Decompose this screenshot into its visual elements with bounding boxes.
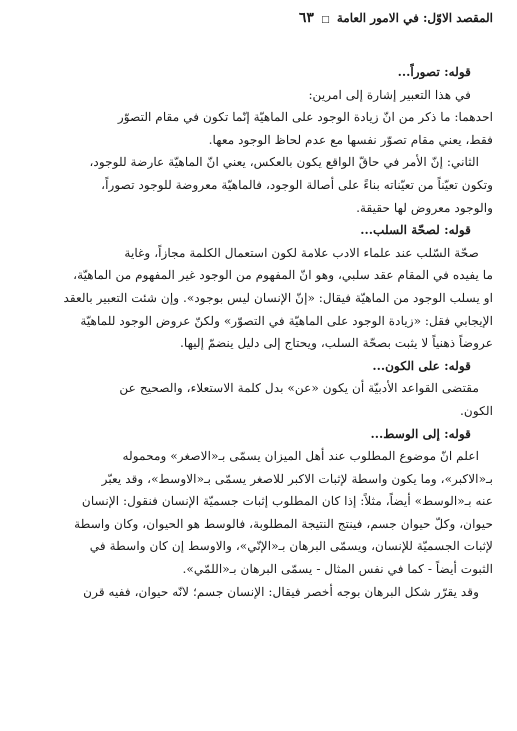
text-line: وقد يقرّر شكل البرهان بوجه أخصر فيقال: الإنسان جسم؛ لانّه حيوان، ففيه قرن	[83, 584, 479, 599]
text-line: مقتضى القواعد الأدبيّة أن يكون «عن» بدل كلمة الاستعلاء، والصحيح عن	[119, 381, 479, 396]
text-line: الإيجابي فقل: «زيادة الوجود على الماهيّة في التصوّر» ولكنّ عروض الوجود للماهيّة	[80, 313, 493, 328]
text-line: عروضاً ذهنياً لا يثبت بصحّة السلب، ويحتاج إلى دليل ينضمّ إليها.	[180, 336, 493, 351]
text-line: فقط، يعني مقام تصوّر نفسها مع عدم لحاظ الوجود معها.	[208, 132, 493, 147]
text-line: صحّة السّلب عند علماء الادب علامة لكون استعمال الكلمة مجازاً، وغاية	[124, 245, 479, 260]
section-heading-line: قوله: إلى الوسط...	[370, 426, 471, 441]
header-separator-marker: □	[321, 15, 330, 25]
running-header	[23, 10, 493, 30]
body-text	[20, 61, 493, 603]
text-line: بـ«الاكبر»، وما يكون واسطة لإثبات الاكبر للاصغر يسمّى بـ«الاوسط»، وقد يعبّر	[101, 471, 493, 486]
text-line: في هذا التعبير إشارة إلى امرين:	[308, 87, 471, 102]
text-line: والوجود معروض لها حقيقة.	[356, 200, 493, 215]
text-line: الثبوت أيضاً - كما في نفس المثال - يسمّى البرهان بـ«اللمّي».	[182, 562, 493, 577]
text-line: او يسلب الوجود من الماهيّة فيقال: «إنّ الإنسان ليس بوجود». وإن شئت التعبير بالعقد	[63, 290, 493, 305]
chapter-title: المقصد الاوّل: في الامور العامة	[336, 11, 493, 25]
text-line: الكون.	[460, 403, 493, 418]
section-heading-line: قوله: تصوراً...	[397, 65, 471, 79]
text-line: الثاني: إنّ الأمر في حاقّ الواقع يكون بالعكس، يعني انّ الماهيّة عارضة للوجود،	[89, 155, 479, 170]
section-heading-line: قوله: على الكون...	[372, 358, 471, 373]
text-line: ما يفيده في المقام عقد سلبي، وهو انّ المفهوم من الوجود غير المفهوم من الماهيّة،	[73, 268, 493, 283]
text-line: حيوان، وكلّ حيوان جسم، فينتج النتيجة المطلوبة، فالوسط هو الحيوان، وكان واسطة	[74, 516, 493, 531]
text-line: احدهما: ما ذكر من انّ زيادة الوجود على الماهيّة إنّما تكون في مقام التصوّر	[117, 110, 493, 125]
text-line: لإثبات الجسميّة للإنسان، ويسمّى البرهان بـ«الإنّي»، والاوسط إن كان واسطة في	[89, 539, 493, 554]
page-number: ٦٣	[298, 10, 314, 26]
text-line: اعلم انّ موضوع المطلوب عند أهل الميزان يسمّى بـ«الاصغر» ومحموله	[122, 449, 479, 464]
text-line: وتكون تعيّناً من تعيّناته بناءً على أصالة الوجود، فالماهيّة معروضة للوجود تصوراً،	[101, 177, 493, 192]
text-line: عنه بـ«الوسط» أيضاً، مثلاً: إذا كان المطلوب إثبات جسميّة الإنسان فنقول: الإنسان	[81, 494, 493, 509]
section-heading-line: قوله: لصحّة السلب...	[360, 223, 471, 238]
